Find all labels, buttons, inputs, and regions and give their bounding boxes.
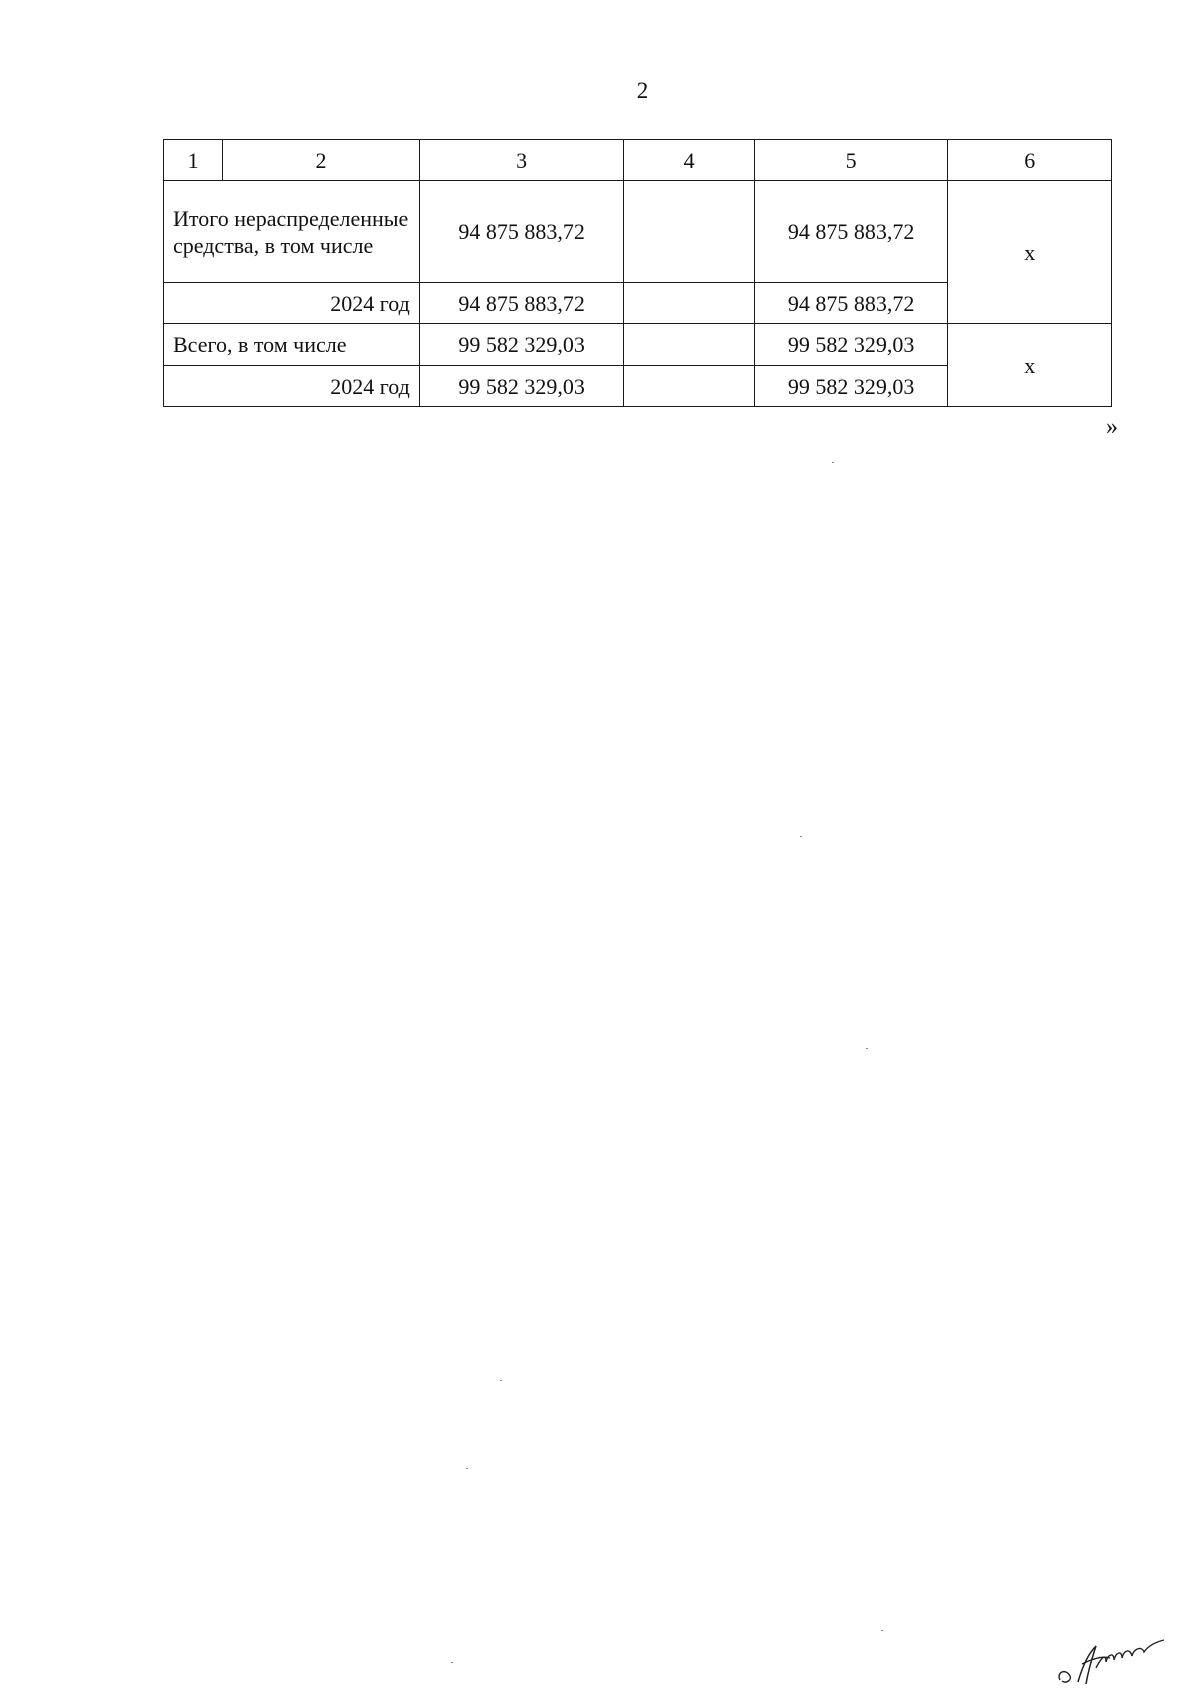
scan-speck: [500, 1380, 502, 1381]
scan-speck: [832, 462, 834, 463]
subrow-value-col4: [624, 283, 754, 324]
subrow-value-col4: [624, 366, 754, 407]
subrow-value-col5: 99 582 329,03: [754, 366, 948, 407]
row-label: Всего, в том числе: [164, 324, 420, 366]
table-row: [164, 181, 1112, 283]
subrow-value-col5: 94 875 883,72: [754, 283, 948, 324]
closing-quote-mark: »: [1106, 414, 1118, 440]
column-number-4: 4: [624, 140, 754, 181]
row-label: Итого нераспределенные средства, в том числе: [164, 181, 420, 283]
column-number-6: 6: [948, 140, 1112, 181]
report-table: [163, 139, 1112, 407]
column-number-3: 3: [419, 140, 624, 181]
row-value-col3: 94 875 883,72: [419, 181, 624, 283]
page-number: 2: [636, 78, 649, 103]
handwritten-signature: [1052, 1628, 1172, 1688]
subrow-value-col3: 99 582 329,03: [419, 366, 624, 407]
column-number-5: 5: [754, 140, 948, 181]
column-number-row: [164, 140, 1112, 181]
scan-speck: [800, 836, 802, 837]
scan-speck: [866, 1048, 868, 1049]
scan-speck: [881, 1630, 883, 1631]
row-value-col3: 99 582 329,03: [419, 324, 624, 366]
row-value-col4: [624, 181, 754, 283]
subrow-value-col3: 94 875 883,72: [419, 283, 624, 324]
scan-speck: [466, 1468, 468, 1469]
column-number-1: 1: [164, 140, 223, 181]
subrow-year-label: 2024 год: [164, 366, 420, 407]
row-value-col5: 94 875 883,72: [754, 181, 948, 283]
column-number-2: 2: [223, 140, 420, 181]
row-value-col6: х: [948, 181, 1112, 324]
row-value-col5: 99 582 329,03: [754, 324, 948, 366]
scan-speck: [451, 1662, 453, 1663]
row-value-col4: [624, 324, 754, 366]
table-row: [164, 324, 1112, 366]
row-value-col6: х: [948, 324, 1112, 407]
subrow-year-label: 2024 год: [164, 283, 420, 324]
